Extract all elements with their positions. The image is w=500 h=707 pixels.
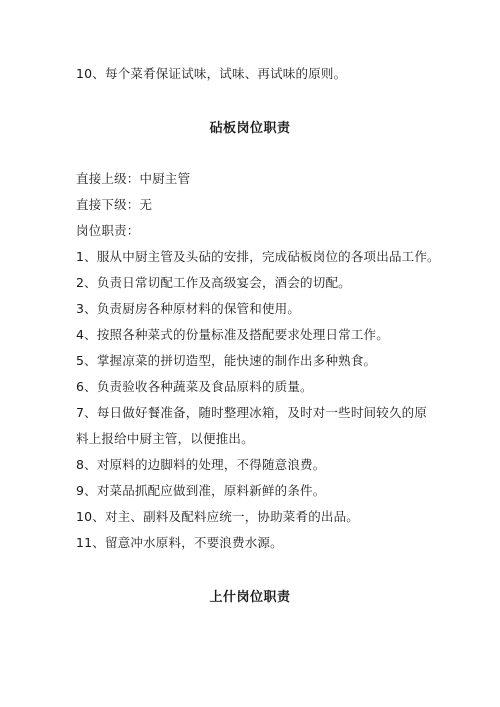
duty-item-11: 11、留意冲水原料，不要浪费水源。 (76, 535, 283, 550)
direct-superior: 直接上级：中厨主管 (76, 171, 191, 186)
duty-item-10-previous: 10、每个菜肴保证试味，试味、再试味的原则。 (76, 66, 347, 81)
direct-subordinate: 直接下级：无 (76, 197, 153, 212)
duty-item-7: 7、每日做好餐准备，随时整理冰箱，及时对一些时间较久的原 (76, 405, 428, 420)
section-title-chopping-board: 砧板岗位职责 (209, 121, 291, 136)
duty-item-6: 6、负责验收各种蔬菜及食品原料的质量。 (76, 379, 313, 394)
duty-item-9: 9、对菜品抓配应做到准，原料新鲜的条件。 (76, 483, 326, 498)
duty-item-1: 1、服从中厨主管及头砧的安排，完成砧板岗位的各项出品工作。 (76, 249, 440, 264)
section-title-steamer: 上什岗位职责 (209, 590, 291, 605)
duty-item-4: 4、按照各种菜式的份量标准及搭配要求处理日常工作。 (76, 327, 389, 342)
duty-item-7-continued: 料上报给中厨主管，以便推出。 (76, 431, 254, 446)
duty-item-5: 5、掌握凉菜的拼切造型，能快速的制作出多种熟食。 (76, 353, 377, 368)
duty-item-8: 8、对原料的边脚料的处理，不得随意浪费。 (76, 457, 326, 472)
duties-label: 岗位职责： (76, 223, 140, 238)
duty-item-10: 10、对主、副料及配料应统一，协助菜肴的出品。 (76, 509, 360, 524)
duty-item-2: 2、负责日常切配工作及高级宴会，酒会的切配。 (76, 275, 351, 290)
duty-item-3: 3、负责厨房各种原材料的保管和使用。 (76, 301, 301, 316)
